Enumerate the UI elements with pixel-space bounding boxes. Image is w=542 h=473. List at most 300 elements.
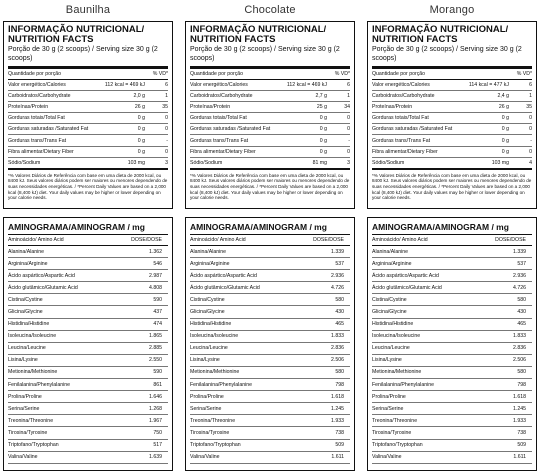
nutrient-daily-value: - — [330, 135, 350, 146]
aminogram-row — [372, 354, 532, 366]
amino-acid-dose: 1.933 — [478, 415, 532, 427]
nutrient-label: Valor energético/Calories — [190, 80, 281, 91]
amino-acid-label: Prolina/Proline — [190, 391, 296, 403]
amino-acid-dose: 590 — [114, 366, 168, 378]
nutrient-label: Gorduras totais/Total Fat — [372, 113, 463, 124]
nutrient-label: Gorduras trans/Trans Fat — [8, 135, 99, 146]
aminogram-table-header — [372, 235, 532, 246]
aminogram-row — [190, 391, 350, 403]
aminogram-row — [8, 451, 168, 463]
amino-acid-dose: 1.967 — [114, 415, 168, 427]
aminogram-row — [372, 318, 532, 330]
aminogram-row — [372, 451, 532, 463]
amino-acid-dose: 2.550 — [114, 354, 168, 366]
nutrition-row — [8, 80, 168, 91]
nutrition-row — [372, 80, 532, 91]
aminogram-panel — [185, 217, 355, 471]
amino-acid-label: Valina/Valine — [190, 451, 296, 463]
header-label: Quantidade por porção — [8, 69, 99, 80]
nutrient-daily-value: - — [512, 135, 532, 146]
aminogram-row — [372, 270, 532, 282]
amino-acid-dose: 798 — [296, 379, 350, 391]
aminogram-row — [372, 403, 532, 415]
nutrition-row — [190, 124, 350, 135]
nutrient-value: 0 g — [463, 146, 512, 157]
nutrient-label: Fibra alimentar/Dietary Fiber — [8, 146, 99, 157]
amino-acid-dose: 465 — [478, 318, 532, 330]
nutrition-table-header — [190, 69, 350, 80]
aminogram-row — [190, 318, 350, 330]
amino-acid-dose: 430 — [478, 306, 532, 318]
aminogram-row — [8, 354, 168, 366]
nutrient-label: Proteínas/Protein — [372, 102, 463, 113]
aminogram-row — [8, 282, 168, 294]
amino-acid-label: Isoleucina/Isoleucine — [8, 330, 114, 342]
aminogram-row — [372, 415, 532, 427]
aminogram-row — [8, 415, 168, 427]
nutrient-label: Carboidratos/Carbohydrate — [190, 91, 281, 102]
amino-acid-label: Ácido aspártico/Aspartic Acid — [372, 270, 478, 282]
amino-acid-dose: 2.836 — [478, 342, 532, 354]
nutrient-label: Gorduras saturadas /Saturated Fat — [8, 124, 99, 135]
amino-acid-dose: 738 — [478, 427, 532, 439]
nutrient-label: Sódio/Sodium — [190, 157, 281, 169]
nutrient-value: 0 g — [281, 135, 330, 146]
nutrition-header — [368, 22, 536, 63]
nutrient-label: Valor energético/Calories — [8, 80, 99, 91]
serving-size: Porção de 30 g (2 scoops) / Serving size 30 g (2 scoops) — [372, 46, 522, 62]
nutrient-daily-value: 34 — [330, 102, 350, 113]
amino-acid-label: Triptofano/Tryptophan — [8, 439, 114, 451]
amino-acid-dose: 580 — [296, 366, 350, 378]
amino-acid-label: Lisina/Lysine — [190, 354, 296, 366]
daily-value-footnote: *% Valores Diários de Referência com base em uma dieta de 2000 kcal, ou 8400 kJ. Seus valores diários podem ser maiores ou menores dependendo de suas necessidades energéticas. / *Percent Daily Values are based on a 2,000 kcal (8,400 kJ) diet. Your daily values may be higher or lower depending on your calorie needs. — [190, 172, 350, 201]
amino-acid-dose: 430 — [296, 306, 350, 318]
nutrition-row — [372, 124, 532, 135]
aminogram-row — [190, 342, 350, 354]
nutrient-label: Proteínas/Protein — [8, 102, 99, 113]
aminogram-row — [190, 354, 350, 366]
amino-acid-dose: 1.611 — [478, 451, 532, 463]
daily-value-footnote: *% Valores Diários de Referência com base em uma dieta de 2000 kcal, ou 8400 kJ. Seus valores diários podem ser maiores ou menores dependendo de suas necessidades energéticas. / *Percent Daily Values are based on a 2,000 kcal (8,400 kJ) diet. Your daily values may be higher or lower depending on your calorie needs. — [8, 172, 168, 201]
nutrient-daily-value: 35 — [512, 102, 532, 113]
nutrient-daily-value: - — [148, 135, 168, 146]
amino-acid-label: Arginina/Arginine — [372, 258, 478, 270]
amino-acid-dose: 546 — [114, 258, 168, 270]
amino-acid-dose: 1.933 — [296, 415, 350, 427]
nutrient-value: 103 mg — [99, 157, 148, 169]
nutrition-table — [8, 69, 168, 170]
aminogram-row — [8, 366, 168, 378]
amino-acid-dose: 2.936 — [296, 270, 350, 282]
nutrition-title-line2: NUTRITION FACTS — [372, 33, 458, 45]
amino-acid-dose: 1.833 — [296, 330, 350, 342]
amino-acid-dose: 509 — [296, 439, 350, 451]
nutrient-value: 26 g — [99, 102, 148, 113]
nutrition-title-line2: NUTRITION FACTS — [190, 33, 276, 45]
aminogram-row — [372, 330, 532, 342]
nutrient-daily-value: 6 — [148, 80, 168, 91]
nutrient-label: Gorduras totais/Total Fat — [190, 113, 281, 124]
aminogram-row — [372, 306, 532, 318]
amino-acid-label: Histidina/Histidine — [190, 318, 296, 330]
flavor-title: Morango — [429, 4, 475, 16]
nutrient-label: Fibra alimentar/Dietary Fiber — [372, 146, 463, 157]
aminogram-row — [8, 294, 168, 306]
amino-acid-label: Metionina/Methionine — [372, 366, 478, 378]
aminogram-table-header — [8, 235, 168, 246]
amino-acid-dose: 509 — [478, 439, 532, 451]
aminogram-row — [372, 282, 532, 294]
amino-acid-label: Fenilalanina/Phenylalanine — [8, 379, 114, 391]
header-amino-acid: Aminoácido/ Amino Acid — [372, 235, 478, 246]
amino-acid-dose: 1.611 — [296, 451, 350, 463]
amino-acid-label: Ácido glutâmico/Glutamic Acid — [190, 282, 296, 294]
amino-acid-dose: 1.245 — [296, 403, 350, 415]
amino-acid-label: Fenilalanina/Phenylalanine — [190, 379, 296, 391]
amino-acid-dose: 1.245 — [478, 403, 532, 415]
nutrient-daily-value: 0 — [148, 124, 168, 135]
aminogram-row — [372, 342, 532, 354]
nutrition-row — [190, 157, 350, 169]
amino-acid-dose: 1.362 — [114, 246, 168, 258]
nutrition-title-line1: INFORMAÇÃO NUTRICIONAL/ — [8, 24, 145, 35]
amino-acid-dose: 590 — [114, 294, 168, 306]
nutrient-label: Gorduras trans/Trans Fat — [190, 135, 281, 146]
nutrition-row — [8, 102, 168, 113]
amino-acid-label: Arginina/Arginine — [190, 258, 296, 270]
nutrient-value: 2,7 g — [281, 91, 330, 102]
nutrition-title-line2: NUTRITION FACTS — [8, 33, 94, 45]
aminogram-title: AMINOGRAMA/AMINOGRAM / mg — [190, 222, 327, 232]
aminogram-row — [190, 258, 350, 270]
amino-acid-label: Glicina/Glycine — [190, 306, 296, 318]
nutrition-table-header — [8, 69, 168, 80]
aminogram-row — [8, 306, 168, 318]
header-pct: % VD* — [330, 69, 350, 80]
amino-acid-dose: 1.268 — [114, 403, 168, 415]
amino-acid-label: Valina/Valine — [8, 451, 114, 463]
aminogram-row — [8, 439, 168, 451]
nutrient-value: 0 g — [281, 146, 330, 157]
daily-value-footnote: *% Valores Diários de Referência com base em uma dieta de 2000 kcal, ou 8400 kJ. Seus valores diários podem ser maiores ou menores dependendo de suas necessidades energéticas. / *Percent Daily Values are based on a 2,000 kcal (8,400 kJ) diet. Your daily values may be higher or lower depending on your calorie needs. — [372, 172, 532, 201]
amino-acid-label: Treonina/Threonine — [8, 415, 114, 427]
nutrient-label: Gorduras saturadas /Saturated Fat — [372, 124, 463, 135]
nutrient-value: 26 g — [463, 102, 512, 113]
amino-acid-dose: 580 — [296, 294, 350, 306]
amino-acid-label: Serina/Serine — [8, 403, 114, 415]
aminogram-row — [8, 246, 168, 258]
nutrient-daily-value: 1 — [512, 91, 532, 102]
amino-acid-label: Lisina/Lysine — [8, 354, 114, 366]
amino-acid-dose: 537 — [296, 258, 350, 270]
amino-acid-dose: 1.646 — [114, 391, 168, 403]
aminogram-row — [8, 330, 168, 342]
aminogram-row — [190, 282, 350, 294]
aminogram-row — [8, 258, 168, 270]
aminogram-row — [372, 294, 532, 306]
amino-acid-label: Cistina/Cystine — [190, 294, 296, 306]
amino-acid-dose: 1.865 — [114, 330, 168, 342]
header-dose: DOSE/DOSE — [296, 235, 350, 246]
amino-acid-label: Leucina/Leucine — [190, 342, 296, 354]
nutrition-table-header — [372, 69, 532, 80]
amino-acid-label: Lisina/Lysine — [372, 354, 478, 366]
amino-acid-label: Arginina/Arginine — [8, 258, 114, 270]
amino-acid-label: Alanina/Alanine — [190, 246, 296, 258]
nutrition-header — [4, 22, 172, 63]
amino-acid-label: Serina/Serine — [372, 403, 478, 415]
amino-acid-dose: 2.506 — [296, 354, 350, 366]
header-amino-acid: Aminoácido/ Amino Acid — [8, 235, 114, 246]
amino-acid-dose: 517 — [114, 439, 168, 451]
amino-acid-dose: 1.339 — [296, 246, 350, 258]
nutrient-daily-value: 0 — [148, 113, 168, 124]
amino-acid-dose: 1.339 — [478, 246, 532, 258]
amino-acid-label: Ácido aspártico/Aspartic Acid — [8, 270, 114, 282]
amino-acid-dose: 537 — [478, 258, 532, 270]
amino-acid-label: Triptofano/Tryptophan — [372, 439, 478, 451]
aminogram-row — [190, 427, 350, 439]
nutrient-daily-value: 0 — [512, 146, 532, 157]
nutrient-daily-value: 35 — [148, 102, 168, 113]
aminogram-row — [8, 427, 168, 439]
aminogram-row — [190, 379, 350, 391]
nutrition-row — [372, 146, 532, 157]
aminogram-row — [190, 403, 350, 415]
aminogram-table — [8, 234, 168, 464]
nutrient-daily-value: 1 — [330, 91, 350, 102]
aminogram-row — [372, 258, 532, 270]
header-pct: % VD* — [512, 69, 532, 80]
nutrient-daily-value: 3 — [330, 157, 350, 169]
nutrient-daily-value: 0 — [512, 124, 532, 135]
nutrient-value: 0 g — [99, 146, 148, 157]
aminogram-row — [190, 246, 350, 258]
nutrient-value: 0 g — [99, 135, 148, 146]
aminogram-row — [372, 427, 532, 439]
aminogram-table — [190, 234, 350, 464]
nutrition-row — [372, 102, 532, 113]
nutrition-row — [190, 146, 350, 157]
amino-acid-dose: 580 — [478, 294, 532, 306]
nutrient-label: Gorduras totais/Total Fat — [8, 113, 99, 124]
nutrient-value: 112 kcal = 469 kJ — [99, 80, 148, 91]
nutrient-value: 81 mg — [281, 157, 330, 169]
aminogram-row — [372, 391, 532, 403]
header-pct: % VD* — [148, 69, 168, 80]
nutrient-label: Proteínas/Protein — [190, 102, 281, 113]
aminogram-row — [190, 306, 350, 318]
nutrient-label: Carboidratos/Carbohydrate — [8, 91, 99, 102]
nutrition-facts-panel — [367, 21, 537, 209]
amino-acid-dose: 2.506 — [478, 354, 532, 366]
amino-acid-dose: 474 — [114, 318, 168, 330]
nutrient-value: 25 g — [281, 102, 330, 113]
amino-acid-label: Cistina/Cystine — [372, 294, 478, 306]
amino-acid-label: Fenilalanina/Phenylalanine — [372, 379, 478, 391]
nutrition-row — [8, 124, 168, 135]
nutrient-value: 0 g — [99, 113, 148, 124]
amino-acid-label: Tirosina/Tyrosine — [190, 427, 296, 439]
amino-acid-dose: 750 — [114, 427, 168, 439]
nutrient-daily-value: 1 — [148, 91, 168, 102]
aminogram-row — [190, 439, 350, 451]
nutrition-table — [372, 69, 532, 170]
nutrient-label: Sódio/Sodium — [372, 157, 463, 169]
aminogram-row — [190, 415, 350, 427]
nutrient-value: 0 g — [99, 124, 148, 135]
nutrition-row — [190, 80, 350, 91]
amino-acid-dose: 1.618 — [478, 391, 532, 403]
amino-acid-dose: 4.726 — [478, 282, 532, 294]
nutrient-label: Gorduras saturadas /Saturated Fat — [190, 124, 281, 135]
amino-acid-dose: 580 — [478, 366, 532, 378]
nutrition-row — [8, 113, 168, 124]
amino-acid-label: Serina/Serine — [190, 403, 296, 415]
nutrition-row — [8, 135, 168, 146]
nutrition-row — [190, 135, 350, 146]
nutrient-label: Valor energético/Calories — [372, 80, 463, 91]
amino-acid-dose: 437 — [114, 306, 168, 318]
amino-acid-label: Leucina/Leucine — [372, 342, 478, 354]
header-label: Quantidade por porção — [372, 69, 463, 80]
aminogram-row — [190, 330, 350, 342]
nutrient-value: 2,4 g — [463, 91, 512, 102]
amino-acid-label: Tirosina/Tyrosine — [8, 427, 114, 439]
amino-acid-label: Ácido glutâmico/Glutamic Acid — [8, 282, 114, 294]
aminogram-row — [8, 403, 168, 415]
amino-acid-label: Prolina/Proline — [372, 391, 478, 403]
aminogram-row — [190, 451, 350, 463]
serving-size: Porção de 30 g (2 scoops) / Serving size 30 g (2 scoops) — [190, 46, 340, 62]
aminogram-row — [8, 342, 168, 354]
nutrition-row — [372, 135, 532, 146]
amino-acid-dose: 2.885 — [114, 342, 168, 354]
amino-acid-label: Valina/Valine — [372, 451, 478, 463]
nutrient-daily-value: 6 — [512, 80, 532, 91]
nutrient-label: Gorduras trans/Trans Fat — [372, 135, 463, 146]
amino-acid-label: Prolina/Proline — [8, 391, 114, 403]
nutrient-daily-value: 4 — [512, 157, 532, 169]
amino-acid-dose: 2.836 — [296, 342, 350, 354]
nutrient-value: 0 g — [463, 135, 512, 146]
nutrient-value: 114 kcal = 477 kJ — [463, 80, 512, 91]
aminogram-title: AMINOGRAMA/AMINOGRAM / mg — [8, 222, 145, 232]
flavor-title: Chocolate — [244, 4, 296, 16]
header-dose: DOSE/DOSE — [114, 235, 168, 246]
nutrition-facts-panel — [185, 21, 355, 209]
aminogram-row — [372, 439, 532, 451]
amino-acid-dose: 465 — [296, 318, 350, 330]
nutrition-row — [8, 146, 168, 157]
aminogram-row — [190, 294, 350, 306]
nutrient-label: Sódio/Sodium — [8, 157, 99, 169]
nutrition-table — [190, 69, 350, 170]
nutrient-daily-value: 6 — [330, 80, 350, 91]
amino-acid-label: Glicina/Glycine — [8, 306, 114, 318]
amino-acid-label: Histidina/Histidine — [372, 318, 478, 330]
aminogram-row — [372, 246, 532, 258]
nutrient-daily-value: 0 — [148, 146, 168, 157]
nutrition-row — [190, 113, 350, 124]
nutrient-label: Fibra alimentar/Dietary Fiber — [190, 146, 281, 157]
nutrient-daily-value: 0 — [330, 113, 350, 124]
amino-acid-label: Glicina/Glycine — [372, 306, 478, 318]
nutrition-header — [186, 22, 354, 63]
amino-acid-label: Triptofano/Tryptophan — [190, 439, 296, 451]
amino-acid-label: Metionina/Methionine — [8, 366, 114, 378]
nutrient-value: 2,0 g — [99, 91, 148, 102]
amino-acid-label: Treonina/Threonine — [372, 415, 478, 427]
aminogram-row — [8, 270, 168, 282]
aminogram-table — [372, 234, 532, 464]
nutrient-daily-value: 0 — [512, 113, 532, 124]
nutrient-value: 103 mg — [463, 157, 512, 169]
nutrient-value: 0 g — [463, 113, 512, 124]
amino-acid-label: Alanina/Alanine — [8, 246, 114, 258]
nutrient-value: 0 g — [463, 124, 512, 135]
aminogram-row — [8, 379, 168, 391]
nutrient-label: Carboidratos/Carbohydrate — [372, 91, 463, 102]
nutrition-row — [190, 91, 350, 102]
amino-acid-dose: 798 — [478, 379, 532, 391]
amino-acid-label: Alanina/Alanine — [372, 246, 478, 258]
nutrition-row — [372, 113, 532, 124]
amino-acid-dose: 1.833 — [478, 330, 532, 342]
aminogram-row — [8, 318, 168, 330]
nutrition-title-line1: INFORMAÇÃO NUTRICIONAL/ — [190, 24, 327, 35]
aminogram-row — [8, 391, 168, 403]
amino-acid-dose: 2.987 — [114, 270, 168, 282]
amino-acid-dose: 4.808 — [114, 282, 168, 294]
amino-acid-label: Ácido glutâmico/Glutamic Acid — [372, 282, 478, 294]
amino-acid-label: Leucina/Leucine — [8, 342, 114, 354]
amino-acid-label: Treonina/Threonine — [190, 415, 296, 427]
nutrition-row — [372, 157, 532, 169]
nutrition-row — [8, 91, 168, 102]
aminogram-row — [190, 366, 350, 378]
amino-acid-dose: 4.726 — [296, 282, 350, 294]
amino-acid-dose: 1.639 — [114, 451, 168, 463]
nutrient-daily-value: 0 — [330, 124, 350, 135]
nutrient-daily-value: 0 — [330, 146, 350, 157]
nutrition-row — [8, 157, 168, 169]
nutrient-daily-value: 3 — [148, 157, 168, 169]
aminogram-title: AMINOGRAMA/AMINOGRAM / mg — [372, 222, 509, 232]
nutrition-row — [190, 102, 350, 113]
aminogram-row — [372, 379, 532, 391]
aminogram-panel — [3, 217, 173, 471]
amino-acid-label: Ácido aspártico/Aspartic Acid — [190, 270, 296, 282]
header-label: Quantidade por porção — [190, 69, 281, 80]
nutrient-value: 0 g — [281, 124, 330, 135]
nutrient-value: 0 g — [281, 113, 330, 124]
amino-acid-label: Isoleucina/Isoleucine — [190, 330, 296, 342]
amino-acid-label: Tirosina/Tyrosine — [372, 427, 478, 439]
aminogram-row — [372, 366, 532, 378]
nutrition-facts-panel — [3, 21, 173, 209]
serving-size: Porção de 30 g (2 scoops) / Serving size 30 g (2 scoops) — [8, 46, 158, 62]
amino-acid-label: Isoleucina/Isoleucine — [372, 330, 478, 342]
amino-acid-dose: 1.618 — [296, 391, 350, 403]
amino-acid-dose: 2.936 — [478, 270, 532, 282]
amino-acid-label: Cistina/Cystine — [8, 294, 114, 306]
aminogram-table-header — [190, 235, 350, 246]
nutrient-value: 112 kcal = 469 kJ — [281, 80, 330, 91]
nutrition-title-line1: INFORMAÇÃO NUTRICIONAL/ — [372, 24, 509, 35]
header-dose: DOSE/DOSE — [478, 235, 532, 246]
